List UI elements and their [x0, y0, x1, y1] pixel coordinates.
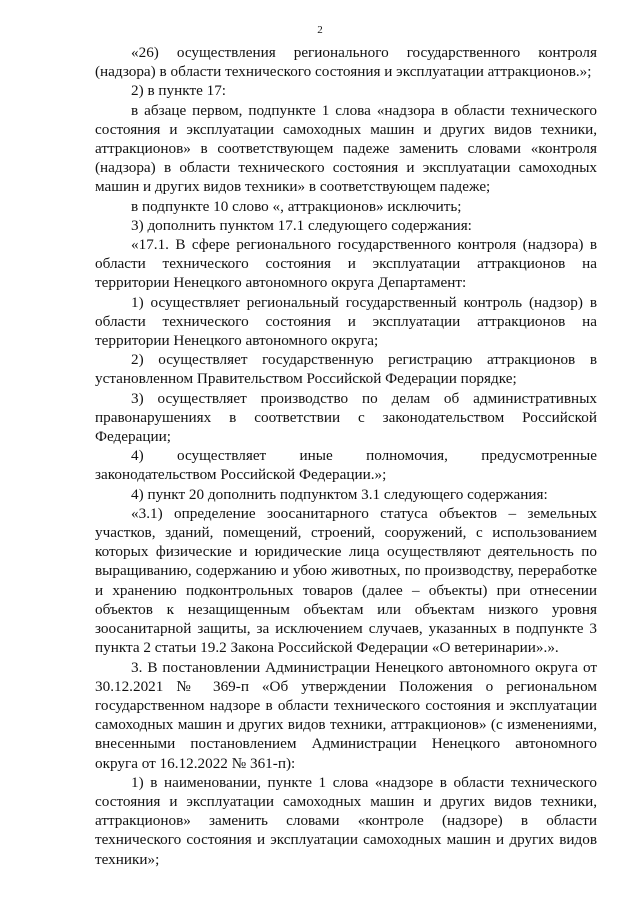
- paragraph-item-26: «26) осуществления регионального государственного контроля (надзора) в области технического состояния и эксплуатации аттракционов.»;: [95, 44, 597, 81]
- paragraph-17-1-item-4: 4) осуществляет иные полномочия, предусмотренные законодательством Российской Федерации.»;: [95, 447, 597, 484]
- paragraph-point-3: 3) дополнить пунктом 17.1 следующего содержания:: [131, 216, 472, 234]
- page-number: 2: [317, 24, 323, 36]
- paragraph-section-3: 3. В постановлении Администрации Ненецкого автономного округа от 30.12.2021 № 369-п «Об утверждении Положения о региональном государственном надзоре в области технического состояния и эксплуатации самоходных машин и других видов техники, аттракционов» (с изменениями, внесенными постановлением Администрации Ненецкого автономного округа от 16.12.2022 № 361-п):: [95, 658, 597, 772]
- paragraph-3-1: «3.1) определение зоосанитарного статуса объектов – земельных участков, зданий, помещений, строений, сооружений, с использованием которых физические и юридические лица осуществляют деятельность по выращиванию, содержанию и убою животных, по производству, переработке и хранению подконтрольных товаров (далее – объекты) при отнесении объектов к незащищенным объектам или объектам низкого уровня зоосанитарной защиты, за исключением случаев, указанных в подпункте 3 пункта 2 статьи 19.2 Закона Российской Федерации «О ветеринарии».».: [95, 504, 597, 657]
- paragraph-subpoint-10: в подпункте 10 слово «, аттракционов» исключить;: [131, 197, 462, 215]
- paragraph-first-abzac: в абзаце первом, подпункте 1 слова «надзора в области технического состояния и эксплуатации самоходных машин и других видов техники, аттракционов» в соответствующем падеже заменить словами «контроля (надзора) в области технического состояния и эксплуатации самоходных машин и других видов техники» в соответствующем падеже;: [95, 101, 597, 196]
- document-body: [95, 43, 597, 869]
- paragraph-point-2: 2) в пункте 17:: [131, 82, 227, 100]
- paragraph-17-1-item-1: 1) осуществляет региональный государственный контроль (надзор) в области технического состояния и эксплуатации аттракционов на территории Ненецкого автономного округа;: [95, 293, 597, 350]
- paragraph-17-1-item-3: 3) осуществляет производство по делам об административных правонарушениях в соответствии с законодательством Российской Федерации;: [95, 389, 597, 446]
- paragraph-point-4: 4) пункт 20 дополнить подпунктом 3.1 следующего содержания:: [131, 485, 548, 503]
- paragraph-17-1-item-2: 2) осуществляет государственную регистрацию аттракционов в установленном Правительством Российской Федерации порядке;: [95, 351, 597, 388]
- paragraph-section-3-item-1: 1) в наименовании, пункте 1 слова «надзоре в области технического состояния и эксплуатации самоходных машин и других видов техники, аттракционов» заменить словами «контроле (надзоре) в области технического состояния и эксплуатации самоходных машин и других видов техники»;: [95, 773, 597, 868]
- paragraph-17-1: «17.1. В сфере регионального государственного контроля (надзора) в области технического состояния и эксплуатации аттракционов на территории Ненецкого автономного округа Департамент:: [95, 236, 597, 292]
